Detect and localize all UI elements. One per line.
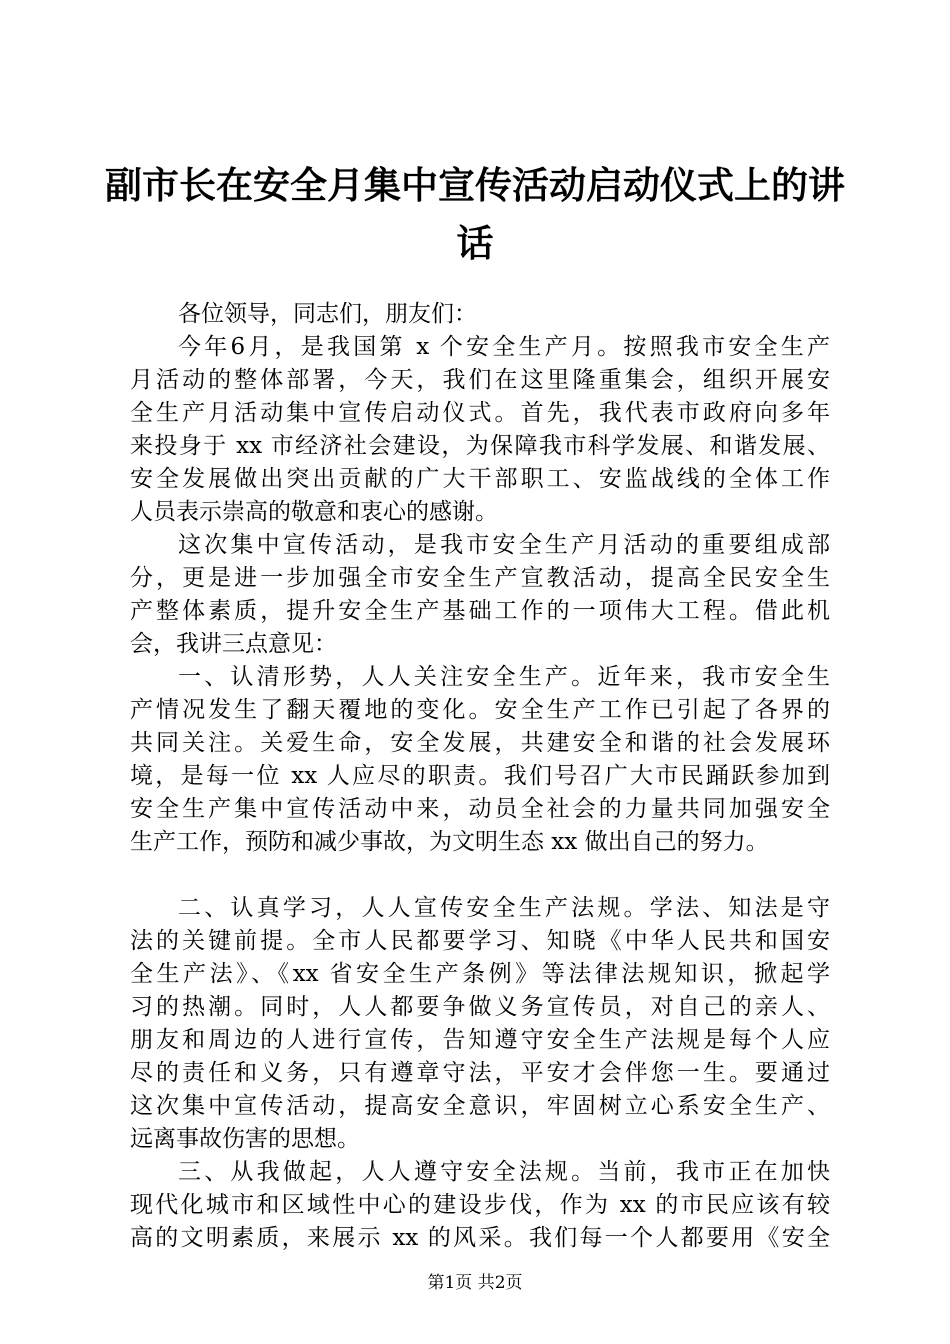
body-line: 产情况发生了翻天覆地的变化。安全生产工作已引起了各界的 xyxy=(130,697,830,723)
document-title-line-1: 副市长在安全月集中宣传活动启动仪式上的讲 xyxy=(105,163,845,207)
body-line: 二、认真学习，人人宣传安全生产法规。学法、知法是守 xyxy=(178,895,830,921)
body-line: 分，更是进一步加强全市安全生产宣教活动，提高全民安全生 xyxy=(130,565,830,591)
body-line: 境，是每一位 xx 人应尽的职责。我们号召广大市民踊跃参加到 xyxy=(130,763,830,789)
body-line: 远离事故伤害的思想。 xyxy=(130,1126,360,1152)
body-line: 安全发展做出突出贡献的广大干部职工、安监战线的全体工作 xyxy=(130,466,830,492)
body-line: 生产工作，预防和减少事故，为文明生态 xx 做出自己的努力。 xyxy=(130,829,769,855)
document-title-line-2: 话 xyxy=(456,221,494,265)
body-line: 高的文明素质，来展示 xx 的风采。我们每一个人都要用《安全 xyxy=(130,1225,830,1251)
body-line: 习的热潮。同时，人人都要争做义务宣传员，对自己的亲人、 xyxy=(130,994,830,1020)
body-line: 三、从我做起，人人遵守安全法规。当前，我市正在加快 xyxy=(178,1159,830,1185)
salutation: 各位领导，同志们，朋友们： xyxy=(178,301,477,327)
body-line: 朋友和周边的人进行宣传，告知遵守安全生产法规是每个人应 xyxy=(130,1027,830,1053)
body-line: 来投身于 xx 市经济社会建设，为保障我市科学发展、和谐发展、 xyxy=(130,433,830,459)
body-line: 产整体素质，提升安全生产基础工作的一项伟大工程。借此机 xyxy=(130,598,830,624)
body-line: 一、认清形势，人人关注安全生产。近年来，我市安全生 xyxy=(178,664,830,690)
body-line: 这次集中宣传活动，是我市安全生产月活动的重要组成部 xyxy=(178,532,830,558)
body-line: 人员表示崇高的敬意和衷心的感谢。 xyxy=(130,499,498,525)
body-line: 尽的责任和义务，只有遵章守法，平安才会伴您一生。要通过 xyxy=(130,1060,830,1086)
body-line: 共同关注。关爱生命，安全发展，共建安全和谐的社会发展环 xyxy=(130,730,830,756)
body-line: 现代化城市和区域性中心的建设步伐，作为 xx 的市民应该有较 xyxy=(130,1192,830,1218)
body-line: 安全生产集中宣传活动中来，动员全社会的力量共同加强安全 xyxy=(130,796,830,822)
body-line: 今年6月，是我国第 x 个安全生产月。按照我市安全生产 xyxy=(178,334,830,360)
body-line: 法的关键前提。全市人民都要学习、知晓《中华人民共和国安 xyxy=(130,928,830,954)
body-line: 全生产法》、《xx 省安全生产条例》等法律法规知识，掀起学 xyxy=(130,961,830,987)
body-line: 月活动的整体部署，今天，我们在这里隆重集会，组织开展安 xyxy=(130,367,830,393)
body-line: 全生产月活动集中宣传启动仪式。首先，我代表市政府向多年 xyxy=(130,400,830,426)
body-line: 会，我讲三点意见： xyxy=(130,631,337,657)
body-line: 这次集中宣传活动，提高安全意识，牢固树立心系安全生产、 xyxy=(130,1093,830,1119)
page-number: 第1页 共2页 xyxy=(427,1273,523,1293)
